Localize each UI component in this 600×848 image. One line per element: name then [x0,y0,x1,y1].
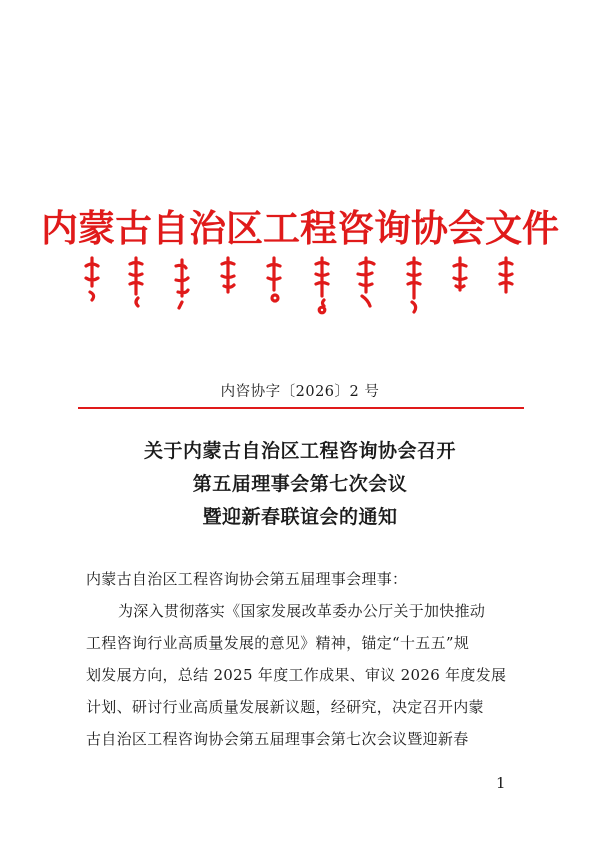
salutation: 内蒙古自治区工程咨询协会第五届理事会理事： [86,570,408,588]
mongolian-script-emblem [78,252,526,322]
masthead-title: 内蒙古自治区工程咨询协会文件 [41,206,559,250]
red-divider-line [78,407,524,409]
notice-title-line-1: 关于内蒙古自治区工程咨询协会召开 [143,440,456,462]
notice-title-line-3: 暨迎新春联谊会的通知 [202,506,398,528]
document-number: 内咨协字〔2026〕2 号 [220,384,380,400]
body-paragraph-line: 为深入贯彻落实《国家发展改革委办公厅关于加快推动 [118,602,486,620]
body-paragraph-line: 工程咨询行业高质量发展的意见》精神，锚定“十五五”规 [86,634,470,652]
body-paragraph-line: 计划、研讨行业高质量发展新议题，经研究，决定召开内蒙 [86,698,484,716]
notice-title-line-2: 第五届理事会第七次会议 [192,473,408,495]
body-paragraph-line: 古自治区工程咨询协会第五届理事会第七次会议暨迎新春 [86,730,469,748]
page-number: 1 [496,774,506,792]
mongolian-script-graphic [78,252,526,322]
body-paragraph-line: 划发展方向，总结 2025 年度工作成果、审议 2026 年度发展 [86,666,507,684]
